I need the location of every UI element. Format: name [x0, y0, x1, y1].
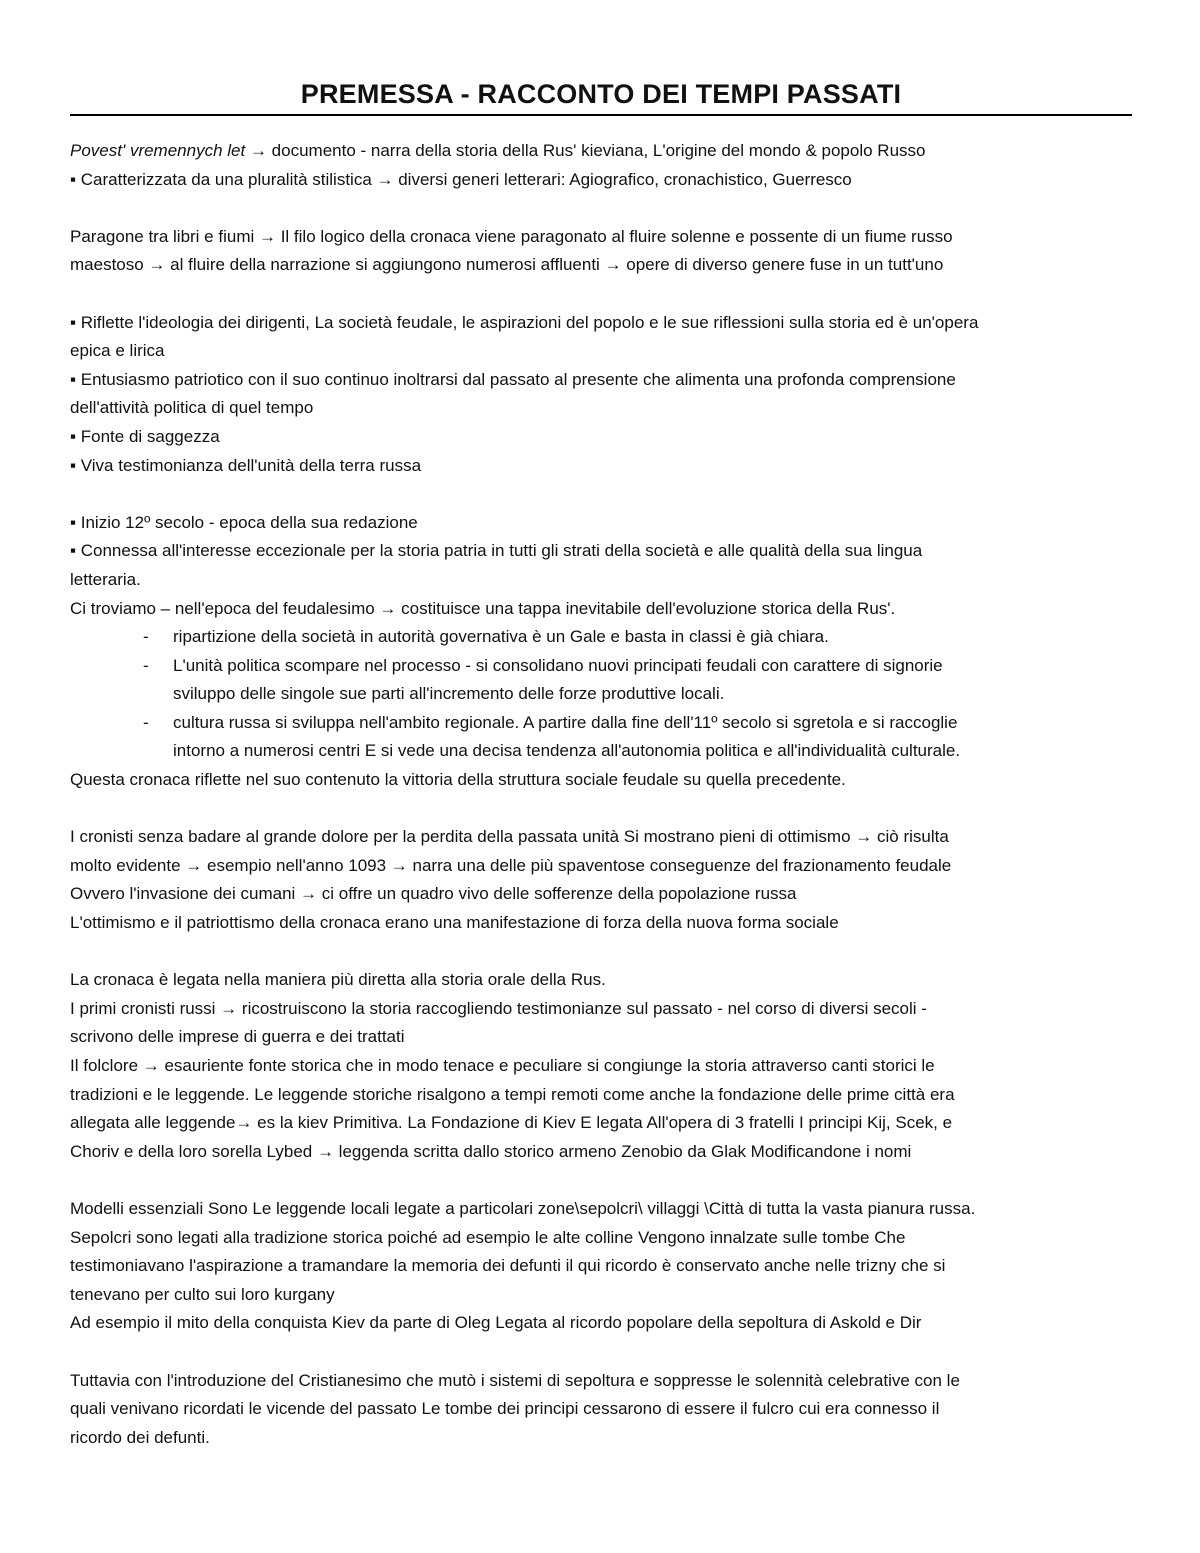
blank-line	[70, 938, 1130, 967]
bullet-line: ▪ Fonte di saggezza	[70, 426, 220, 446]
text-line: Il folclore → esauriente fonte storica che in modo tenace e peculiare si congiunge la storia attraverso canti storici le	[70, 1056, 935, 1075]
text-line: molto evidente → esempio nell'anno 1093 → narra una delle più spaventose conseguenze del frazionamento feudale	[70, 855, 952, 875]
text-line: Choriv e della loro sorella Lybed → leggenda scritta dallo storico armeno Zenobio da Glak Modificandone i nomi	[70, 1141, 912, 1161]
text-line: Ci troviamo – nell'epoca del feudalesimo → costituisce una tappa inevitabile dell'evoluzione storica della Rus'.	[70, 598, 896, 618]
bullet-line: ▪ Inizio 12º secolo - epoca della sua redazione	[70, 512, 418, 532]
dash-list-item: - ripartizione della società in autorità governativa è un Gale e basta in classi è già chiara.	[70, 623, 1130, 652]
dash-list-item: - L'unità politica scompare nel processo - si consolidano nuovi principati feudali con carattere di signorie	[70, 652, 1130, 681]
text-line: scrivono delle imprese di guerra e dei trattati	[70, 1027, 405, 1047]
blank-line	[70, 280, 1130, 309]
document-title: PREMESSA - RACCONTO DEI TEMPI PASSATI	[70, 74, 1132, 116]
bullet-line: ▪ Viva testimonianza dell'unità della terra russa	[70, 455, 422, 475]
dash-list-continuation: sviluppo delle singole sue parti all'incremento delle forze produttive locali.	[173, 684, 725, 704]
text-line: Povest' vremennych let → documento - narra della storia della Rus' kieviana, L'origine del mondo & popolo Russo	[70, 141, 926, 160]
text-line: ricordo dei defunti.	[70, 1427, 210, 1447]
blank-line	[70, 480, 1130, 509]
text-line: Paragone tra libri e fiumi → Il filo logico della cronaca viene paragonato al fluire solenne e possente di un fiume russo	[70, 226, 953, 246]
text-line: Ovvero l'invasione dei cumani → ci offre un quadro vivo delle sofferenze della popolazione russa	[70, 884, 797, 904]
document-page	[70, 74, 1130, 1452]
bullet-line: ▪ Riflette l'ideologia dei dirigenti, La società feudale, le aspirazioni del popolo e le sue riflessioni sulla storia ed è un'opera	[70, 312, 979, 332]
text-line: maestoso → al fluire della narrazione si aggiungono numerosi affluenti → opere di diverso genere fuse in un tutt'uno	[70, 255, 944, 275]
dash-marker: -	[143, 655, 149, 675]
text-line: epica e lirica	[70, 341, 165, 361]
dash-marker: -	[143, 627, 149, 647]
text-line: La cronaca è legata nella maniera più diretta alla storia orale della Rus.	[70, 970, 606, 990]
dash-list-item: - cultura russa si sviluppa nell'ambito regionale. A partire dalla fine dell'11º secolo si sgretola e si raccoglie	[70, 709, 1130, 738]
text-line: Questa cronaca riflette nel suo contenuto la vittoria della struttura sociale feudale su quella precedente.	[70, 770, 846, 790]
text-line: Modelli essenziali Sono Le leggende locali legate a particolari zone\sepolcri\ villaggi \Città di tutta la vasta pianura russa.	[70, 1198, 976, 1218]
bullet-line: ▪ Caratterizzata da una pluralità stilistica → diversi generi letterari: Agiografico, cronachistico, Guerresco	[70, 169, 852, 189]
text-line: letteraria.	[70, 569, 141, 589]
text-line: L'ottimismo e il patriottismo della cronaca erano una manifestazione di forza della nuova forma sociale	[70, 913, 839, 933]
bullet-line: ▪ Entusiasmo patriotico con il suo continuo inoltrarsi dal passato al presente che alimenta una profonda comprensione	[70, 369, 956, 389]
document-body	[70, 137, 1130, 1452]
blank-line	[70, 194, 1130, 223]
text-line: testimoniavano l'aspirazione a tramandare la memoria dei defunti il qui ricordo è conservato anche nelle trizny che si	[70, 1256, 946, 1276]
dash-list-continuation: intorno a numerosi centri E si vede una decisa tendenza all'autonomia politica e all'individualità culturale.	[173, 741, 961, 761]
blank-line	[70, 1166, 1130, 1195]
text-line: Ad esempio il mito della conquista Kiev da parte di Oleg Legata al ricordo popolare della sepoltura di Askold e Dir	[70, 1313, 922, 1333]
text-line: tradizioni e le leggende. Le leggende storiche risalgono a tempi remoti come anche la fondazione delle prime città era	[70, 1084, 955, 1104]
bullet-line: ▪ Connessa all'interesse eccezionale per la storia patria in tutti gli strati della società e alle qualità della sua lingua	[70, 541, 923, 561]
text-line: I cronisti senza badare al grande dolore per la perdita della passata unità Si mostrano pieni di ottimismo → ciò risulta	[70, 827, 949, 847]
blank-line	[70, 1338, 1130, 1367]
text-line: quali venivano ricordati le vicende del passato Le tombe dei principi cessarono di essere il fulcro cui era connesso il	[70, 1399, 940, 1419]
text-line: tenevano per culto sui loro kurgany	[70, 1284, 335, 1304]
blank-line	[70, 795, 1130, 824]
work-title-italic: Povest' vremennych let	[70, 141, 246, 160]
text-line: allegata alle leggende→ es la kiev Primitiva. La Fondazione di Kiev E legata All'opera di 3 fratelli I principi Kij, Scek, e	[70, 1113, 953, 1133]
text-line: dell'attività politica di quel tempo	[70, 398, 314, 418]
text-line: I primi cronisti russi → ricostruiscono la storia raccogliendo testimonianze sul passato - nel corso di diversi secoli -	[70, 998, 927, 1018]
dash-marker: -	[143, 712, 149, 732]
text-line: Sepolcri sono legati alla tradizione storica poiché ad esempio le alte colline Vengono innalzate sulle tombe Che	[70, 1227, 906, 1247]
text-line: Tuttavia con l'introduzione del Cristianesimo che mutò i sistemi di sepoltura e soppresse le solennità celebrative con le	[70, 1370, 960, 1390]
